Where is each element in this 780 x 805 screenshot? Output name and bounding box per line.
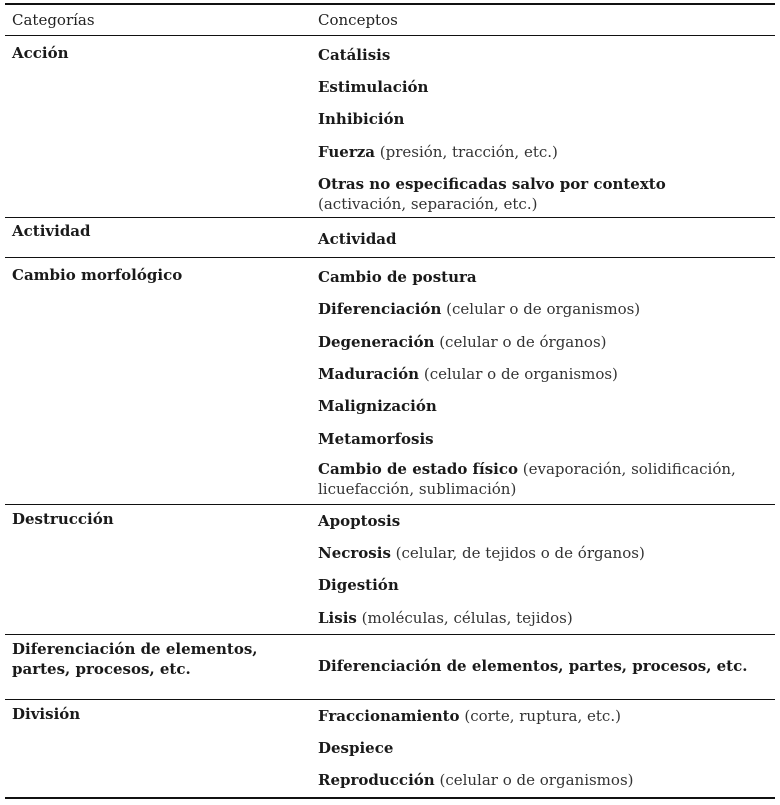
concept-item: Actividad — [318, 230, 397, 248]
rule-bottom — [5, 797, 775, 799]
category-cell: División — [12, 705, 81, 723]
concept-item: Diferenciación (celular o de organismos) — [318, 300, 641, 318]
rule-row — [5, 257, 775, 258]
category-cell: Cambio morfológico — [12, 266, 183, 284]
concept-item: Fraccionamiento (corte, ruptura, etc.) — [318, 707, 621, 725]
header-categories: Categorías — [12, 11, 95, 29]
concept-item: Cambio de postura — [318, 268, 477, 286]
rule-row — [5, 699, 775, 700]
concept-item: Estimulación — [318, 78, 429, 96]
concept-item: Necrosis (celular, de tejidos o de órganos) — [318, 544, 645, 562]
concept-item: Cambio de estado físico (evaporación, solidificación, licuefacción, sublimación) — [318, 460, 736, 498]
category-cell: Acción — [12, 44, 69, 62]
concept-item: Catálisis — [318, 46, 391, 64]
concept-item: Diferenciación de elementos, partes, procesos, etc. — [318, 657, 748, 675]
rule-header — [5, 35, 775, 36]
concept-item: Fuerza (presión, tracción, etc.) — [318, 143, 558, 161]
concept-item: Metamorfosis — [318, 430, 434, 448]
concept-item: Degeneración (celular o de órganos) — [318, 333, 607, 351]
concept-item: Malignización — [318, 397, 437, 415]
rule-row — [5, 217, 775, 218]
rule-row — [5, 634, 775, 635]
header-concepts: Conceptos — [318, 11, 398, 29]
concept-item: Maduración (celular o de organismos) — [318, 365, 618, 383]
concept-item: Apoptosis — [318, 512, 401, 530]
rule-top — [5, 3, 775, 5]
category-cell: Destrucción — [12, 510, 114, 528]
category-cell: Actividad — [12, 222, 91, 240]
concept-item: Digestión — [318, 576, 399, 594]
rule-row — [5, 504, 775, 505]
concept-item: Despiece — [318, 739, 394, 757]
category-cell: Diferenciación de elementos, partes, procesos, etc. — [12, 640, 258, 678]
concept-item: Reproducción (celular o de organismos) — [318, 771, 634, 789]
concept-item: Lisis (moléculas, células, tejidos) — [318, 609, 573, 627]
concept-item: Otras no especificadas salvo por contexto (activación, separación, etc.) — [318, 175, 666, 213]
concept-item: Inhibición — [318, 110, 405, 128]
